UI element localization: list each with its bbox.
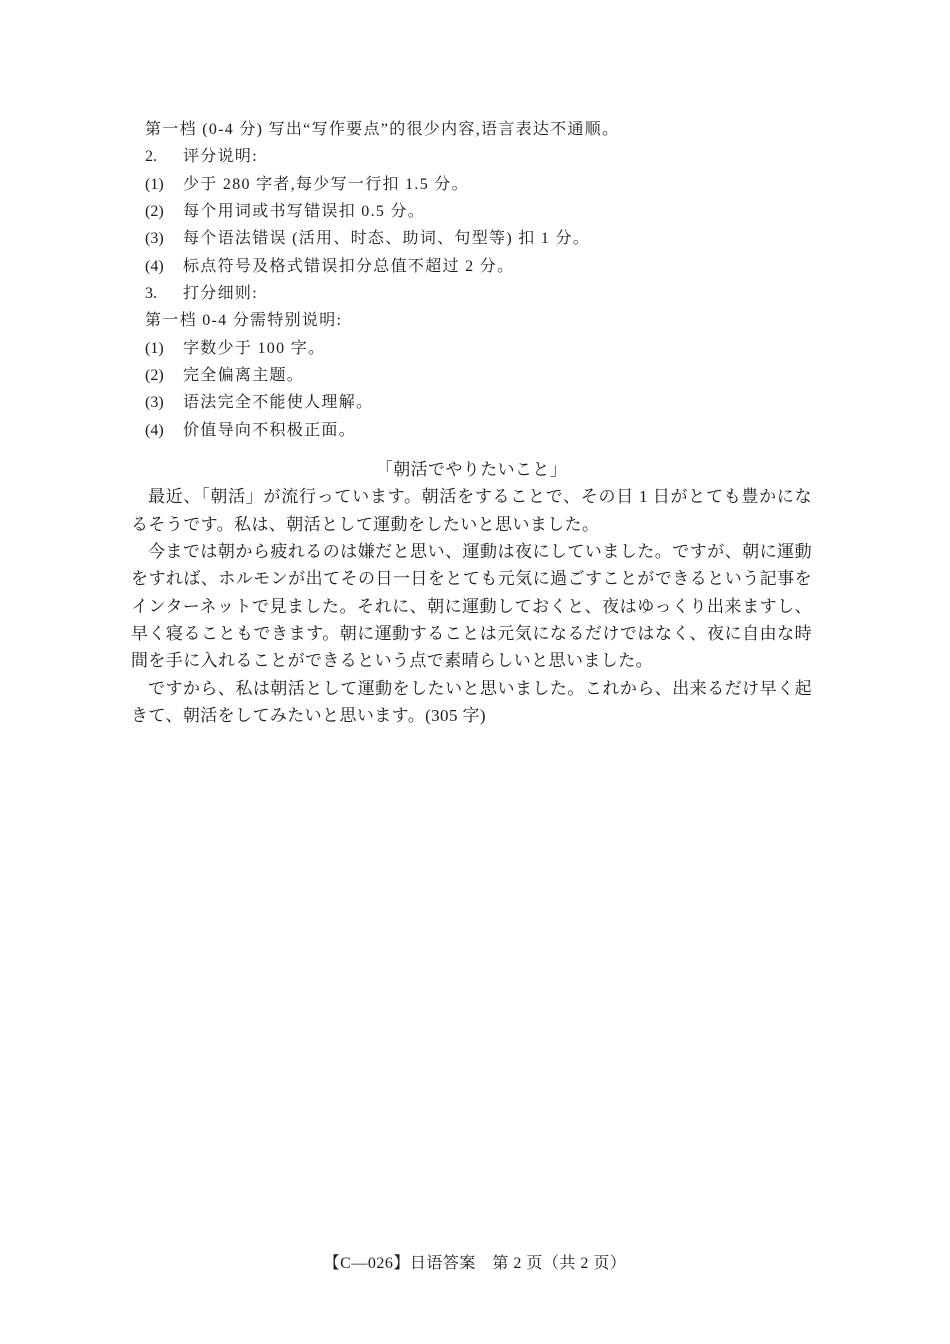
grading-line: [145, 143, 845, 170]
grading-line-text: 语法完全不能使人理解。: [183, 394, 374, 412]
grading-line-label: (4): [145, 257, 164, 275]
grading-line: [145, 198, 845, 225]
grading-line-label: (2): [145, 203, 164, 221]
grading-line: [145, 280, 845, 307]
grading-line-text: 第一档 0-4 分需特别说明:: [145, 312, 343, 330]
grading-line-label: (3): [145, 230, 164, 248]
essay-paragraph-2: 今までは朝から疲れるのは嫌だと思い、運動は夜にしていました。ですが、朝に運動をすれば、ホルモンが出てその日一日をとても元気に過ごすことができるという記事をインターネットで見ました。それに、朝に運動しておくと、夜はゆっくり出来ますし、早く寝ることもできます。朝に運動することは元気になるだけではなく、夜に自由な時間を手に入れることができるという点で素晴らしいと思いました。: [131, 542, 812, 671]
grading-criteria-section: [145, 116, 845, 444]
grading-line-text: 标点符号及格式错误扣分总值不超过 2 分。: [183, 257, 515, 275]
grading-line-text: 完全偏离主题。: [183, 367, 305, 385]
essay-paragraph-3: ですから、私は朝活として運動をしたいと思いました。これから、出来るだけ早く起きて、朝活をしてみたいと思います。(305 字): [131, 678, 812, 726]
grading-line-label: (3): [145, 394, 164, 412]
grading-line: [145, 362, 845, 389]
grading-line: [145, 116, 845, 143]
grading-line-label: (1): [145, 339, 164, 357]
essay-title: 「朝活でやりたいこと」: [375, 460, 568, 479]
grading-line: [145, 225, 845, 252]
grading-line-label: (2): [145, 367, 164, 385]
grading-line-label: 2.: [145, 148, 157, 166]
grading-line-text: 每个语法错误 (活用、时态、助词、句型等) 扣 1 分。: [183, 230, 591, 248]
essay-paragraph-1: 最近、「朝活」が流行っています。朝活をすることで、その日 1 日がとても豊かになるそうです。私は、朝活として運動をしたいと思いました。: [131, 487, 812, 534]
grading-line-label: (4): [145, 421, 164, 439]
grading-line: [145, 171, 845, 198]
grading-line: [145, 335, 845, 362]
footer-text: 【C—026】日语答案 第 2 页（共 2 页）: [323, 1255, 627, 1272]
grading-line-text: 价值导向不积极正面。: [183, 421, 357, 439]
grading-line-text: 每个用词或书写错误扣 0.5 分。: [183, 203, 426, 221]
grading-line: [145, 389, 845, 416]
grading-line: [145, 307, 845, 334]
grading-line-text: 字数少于 100 字。: [183, 339, 326, 357]
grading-line-label: 3.: [145, 285, 157, 303]
grading-line-text: 少于 280 字者,每少写一行扣 1.5 分。: [183, 175, 469, 193]
sample-essay-section: [131, 456, 812, 729]
page-footer: [0, 1250, 950, 1273]
grading-line-text: 评分说明:: [183, 148, 258, 166]
grading-line: [145, 253, 845, 280]
grading-line: [145, 417, 845, 444]
grading-line-text: 第一档 (0-4 分) 写出“写作要点”的很少内容,语言表达不通顺。: [145, 121, 620, 138]
grading-line-text: 打分细则:: [183, 285, 258, 303]
grading-line-label: (1): [145, 175, 164, 193]
